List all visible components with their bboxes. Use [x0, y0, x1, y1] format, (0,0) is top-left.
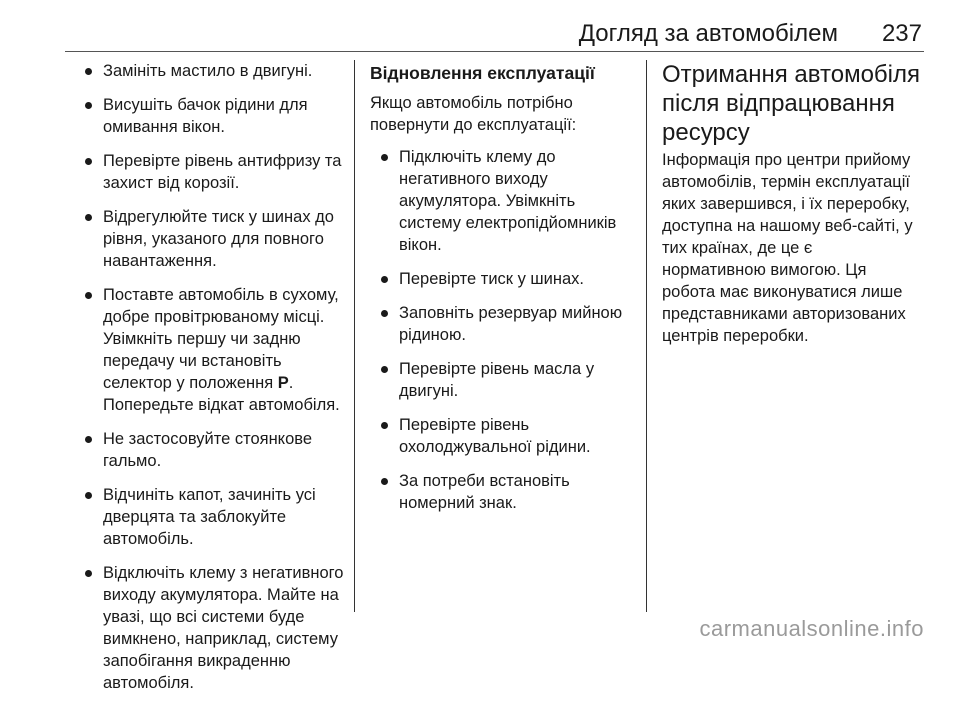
- list-item: Не застосовуйте стоянкове гальмо.: [76, 428, 346, 472]
- section-heading: Отримання автомобіля після відпрацювання ресурсу: [662, 61, 920, 146]
- section-title: Догляд за автомобілем: [578, 20, 838, 47]
- gear-position-p: P: [277, 374, 289, 392]
- list-item-text: Поставте автомобіль в сухому, добре провітрюваному місці. Увімкніть першу чи задню передачу чи встановіть селектор у положення: [103, 286, 339, 392]
- list-item: Висушіть бачок рідини для омивання вікон.: [76, 94, 346, 138]
- list-item: Перевірте рівень антифризу та захист від корозії.: [76, 150, 346, 194]
- list-item: Замініть мастило в двигуні.: [76, 60, 346, 82]
- list-item: Заповніть резервуар мийною рідиною.: [370, 302, 640, 346]
- list-item: Перевірте тиск у шинах.: [370, 268, 640, 290]
- column-right: [662, 60, 920, 357]
- column-divider: [646, 60, 647, 612]
- section-intro: Якщо автомобіль потрібно повернути до експлуатації:: [370, 94, 577, 134]
- page-header: [579, 20, 922, 48]
- list-item: Відключіть клему з негативного виходу акумулятора. Майте на увазі, що всі системи буде вимкнено, наприклад, систему запобігання викраденню автомобіля.: [76, 562, 346, 694]
- header-divider: [65, 51, 924, 52]
- list-item: Підключіть клему до негативного виходу акумулятора. Увімкніть систему електропідйомників вікон.: [370, 146, 640, 256]
- page-number: 237: [881, 20, 922, 47]
- list-item: Відчиніть капот, зачиніть усі дверцята та заблокуйте автомобіль.: [76, 484, 346, 550]
- watermark: carmanualsonline.info: [699, 616, 924, 641]
- list-item: Перевірте рівень масла у двигуні.: [370, 358, 640, 402]
- list-item-text-tail: . Попередьте відкат автомобіля.: [103, 374, 340, 414]
- list-item: Відрегулюйте тиск у шинах до рівня, указаного для повного навантаження.: [76, 206, 346, 272]
- column-left: [76, 60, 346, 706]
- section-heading: Відновлення експлуатації: [370, 63, 595, 83]
- list-item: За потреби встановіть номерний знак.: [370, 470, 640, 514]
- column-divider: [354, 60, 355, 612]
- recommission-checklist: [370, 146, 640, 514]
- storage-checklist: [76, 60, 346, 694]
- column-middle: [370, 60, 640, 526]
- list-item: [76, 284, 346, 416]
- section-body: Інформація про центри прийому автомобілів, термін експлуатації яких завершився, і їх переробку, доступна на нашому веб-сайті, у тих країнах, де це є нормативною вимогою. Ця робота має виконуватися лише представниками авторизованих центрів переробки.: [662, 151, 913, 345]
- list-item: Перевірте рівень охолоджувальної рідини.: [370, 414, 640, 458]
